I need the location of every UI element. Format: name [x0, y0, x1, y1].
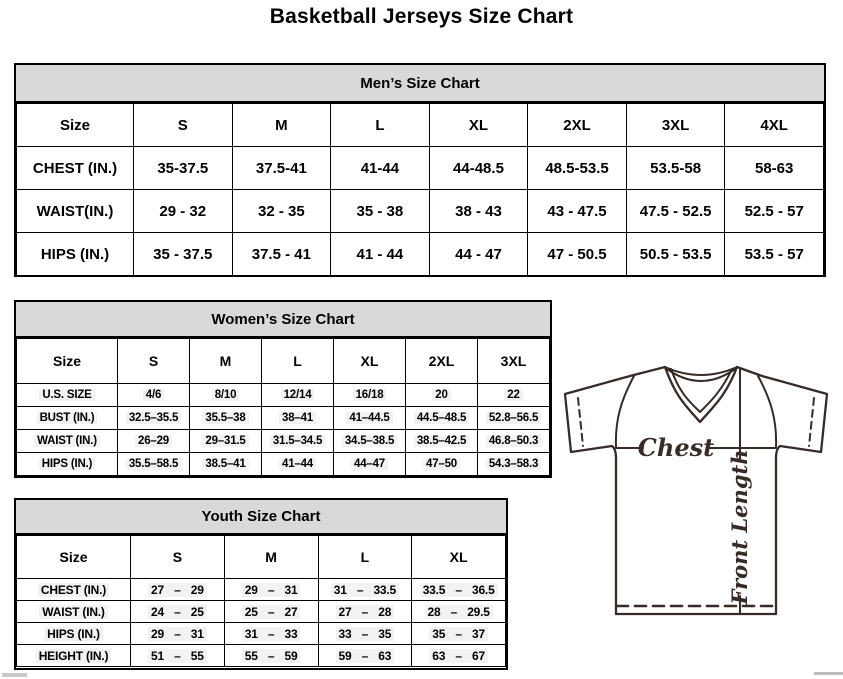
row-label: HIPS (IN.) — [17, 233, 134, 276]
size-cell: 35-37.5 — [134, 147, 233, 190]
row-label: CHEST (IN.) — [17, 147, 134, 190]
size-cell: 41-44 — [331, 147, 430, 190]
jersey-diagram-svg — [552, 356, 842, 622]
womens-size-chart — [14, 300, 552, 478]
column-header: L — [262, 339, 334, 384]
column-header: 2XL — [528, 104, 627, 147]
size-cell: 29 - 32 — [134, 190, 233, 233]
column-header: Size — [17, 339, 118, 384]
size-cell: 35 - 38 — [331, 190, 430, 233]
right-cuff-dashes — [809, 398, 814, 446]
row-label: HIPS (IN.) — [17, 623, 131, 645]
size-cell: 35.5–38 — [190, 407, 262, 430]
table-row — [17, 645, 506, 667]
table-row — [17, 601, 506, 623]
column-header: Size — [17, 536, 131, 579]
size-cell: 8/10 — [190, 384, 262, 407]
size-cell: 51 – 55 — [131, 645, 225, 667]
youth-chart-title: Youth Size Chart — [16, 500, 506, 535]
size-cell: 54.3–58.3 — [478, 453, 550, 476]
table-row — [17, 453, 550, 476]
column-header: XL — [334, 339, 406, 384]
column-header: M — [224, 536, 318, 579]
size-cell: 4/6 — [118, 384, 190, 407]
mens-size-chart — [14, 63, 826, 277]
column-header: 4XL — [725, 104, 824, 147]
horizontal-scrollbar-fragment-left[interactable] — [2, 673, 27, 677]
row-label: WAIST (IN.) — [17, 601, 131, 623]
size-cell: 53.5 - 57 — [725, 233, 824, 276]
column-header: L — [318, 536, 412, 579]
mens-chart-title: Men’s Size Chart — [16, 65, 824, 103]
front-length-label: Front Length — [727, 449, 752, 605]
womens-chart-title: Women’s Size Chart — [16, 302, 550, 338]
size-cell: 26–29 — [118, 430, 190, 453]
size-cell: 43 - 47.5 — [528, 190, 627, 233]
column-header: XL — [412, 536, 506, 579]
column-header: S — [118, 339, 190, 384]
size-cell: 12/14 — [262, 384, 334, 407]
row-label: WAIST (IN.) — [17, 430, 118, 453]
jersey-outline — [565, 367, 827, 614]
size-cell: 32 - 35 — [232, 190, 331, 233]
row-label: CHEST (IN.) — [17, 579, 131, 601]
size-cell: 35 – 37 — [412, 623, 506, 645]
column-header: 3XL — [626, 104, 725, 147]
size-cell: 52.5 - 57 — [725, 190, 824, 233]
size-cell: 35.5–58.5 — [118, 453, 190, 476]
size-cell: 33.5 – 36.5 — [412, 579, 506, 601]
column-header: XL — [429, 104, 528, 147]
size-cell: 31.5–34.5 — [262, 430, 334, 453]
size-cell: 27 – 28 — [318, 601, 412, 623]
size-cell: 41–44 — [262, 453, 334, 476]
table-row — [17, 190, 824, 233]
size-cell: 33 – 35 — [318, 623, 412, 645]
size-cell: 41 - 44 — [331, 233, 430, 276]
mens-table — [16, 103, 824, 276]
row-label: HEIGHT (IN.) — [17, 645, 131, 667]
size-cell: 20 — [406, 384, 478, 407]
column-header: M — [232, 104, 331, 147]
size-cell: 53.5-58 — [626, 147, 725, 190]
size-cell: 38.5–42.5 — [406, 430, 478, 453]
table-row — [17, 147, 824, 190]
row-label: HIPS (IN.) — [17, 453, 118, 476]
size-cell: 38 - 43 — [429, 190, 528, 233]
size-cell: 58-63 — [725, 147, 824, 190]
column-header: L — [331, 104, 430, 147]
column-header: M — [190, 339, 262, 384]
row-label: U.S. SIZE — [17, 384, 118, 407]
youth-size-chart — [14, 498, 508, 670]
size-cell: 29 – 31 — [131, 623, 225, 645]
table-row — [17, 384, 550, 407]
size-cell: 28 – 29.5 — [412, 601, 506, 623]
table-row — [17, 579, 506, 601]
size-cell: 22 — [478, 384, 550, 407]
size-cell: 16/18 — [334, 384, 406, 407]
left-armhole-seam — [616, 376, 634, 447]
size-cell: 55 – 59 — [224, 645, 318, 667]
column-header: Size — [17, 104, 134, 147]
table-row — [17, 233, 824, 276]
chest-label: Chest — [637, 433, 715, 462]
header-row — [17, 339, 550, 384]
size-cell: 47.5 - 52.5 — [626, 190, 725, 233]
size-cell: 25 – 27 — [224, 601, 318, 623]
header-row — [17, 536, 506, 579]
size-cell: 44.5–48.5 — [406, 407, 478, 430]
youth-table — [16, 535, 506, 667]
size-cell: 47–50 — [406, 453, 478, 476]
size-cell: 29–31.5 — [190, 430, 262, 453]
size-cell: 24 – 25 — [131, 601, 225, 623]
size-cell: 31 – 33 — [224, 623, 318, 645]
size-cell: 48.5-53.5 — [528, 147, 627, 190]
column-header: 3XL — [478, 339, 550, 384]
size-cell: 47 - 50.5 — [528, 233, 627, 276]
size-cell: 35 - 37.5 — [134, 233, 233, 276]
size-cell: 37.5-41 — [232, 147, 331, 190]
column-header: S — [131, 536, 225, 579]
table-row — [17, 623, 506, 645]
size-cell: 32.5–35.5 — [118, 407, 190, 430]
table-row — [17, 407, 550, 430]
row-label: BUST (IN.) — [17, 407, 118, 430]
column-header: 2XL — [406, 339, 478, 384]
size-cell: 44–47 — [334, 453, 406, 476]
size-cell: 29 – 31 — [224, 579, 318, 601]
size-cell: 44-48.5 — [429, 147, 528, 190]
size-cell: 31 – 33.5 — [318, 579, 412, 601]
size-cell: 41–44.5 — [334, 407, 406, 430]
horizontal-scrollbar-fragment-right[interactable] — [814, 672, 843, 675]
size-cell: 44 - 47 — [429, 233, 528, 276]
jersey-measurement-diagram — [552, 356, 842, 622]
size-cell: 27 – 29 — [131, 579, 225, 601]
size-cell: 46.8–50.3 — [478, 430, 550, 453]
header-row — [17, 104, 824, 147]
size-cell: 34.5–38.5 — [334, 430, 406, 453]
womens-table — [16, 338, 550, 476]
size-cell: 37.5 - 41 — [232, 233, 331, 276]
size-cell: 59 – 63 — [318, 645, 412, 667]
row-label: WAIST(IN.) — [17, 190, 134, 233]
size-cell: 50.5 - 53.5 — [626, 233, 725, 276]
size-cell: 63 – 67 — [412, 645, 506, 667]
column-header: S — [134, 104, 233, 147]
size-cell: 38.5–41 — [190, 453, 262, 476]
left-cuff-dashes — [578, 398, 583, 446]
size-cell: 38–41 — [262, 407, 334, 430]
table-row — [17, 430, 550, 453]
size-cell: 52.8–56.5 — [478, 407, 550, 430]
page-title: Basketball Jerseys Size Chart — [269, 5, 574, 28]
right-armhole-seam — [758, 376, 776, 447]
